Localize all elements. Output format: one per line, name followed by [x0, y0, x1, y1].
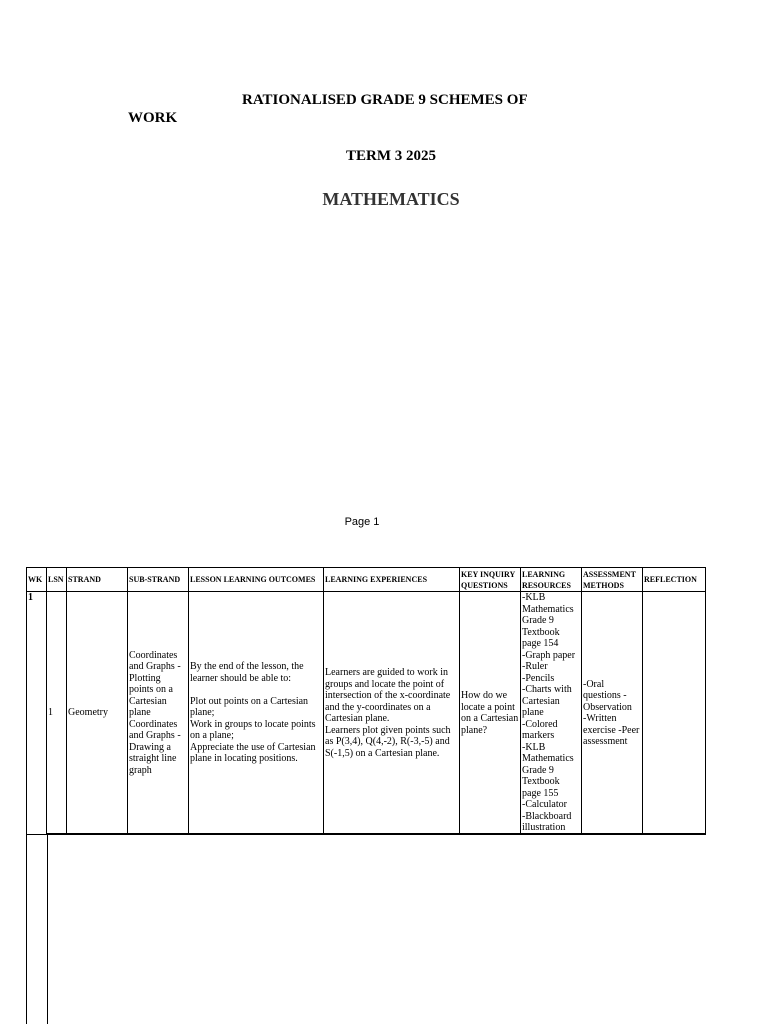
cell-strand: Geometry: [67, 592, 128, 835]
cell-reflection: [643, 592, 706, 835]
cell-lesson: 1: [47, 592, 67, 835]
page-number: Page 1: [344, 516, 380, 528]
header-learning-outcomes: LESSON LEARNING OUTCOMES: [189, 568, 324, 592]
document-title-continuation: WORK: [128, 110, 178, 126]
header-learning-resources: LEARNING RESOURCES: [521, 568, 582, 592]
header-learning-experiences: LEARNING EXPERIENCES: [324, 568, 460, 592]
week-column-left-border: [26, 833, 27, 1024]
header-lsn: LSN: [47, 568, 67, 592]
header-wk: WK: [27, 568, 47, 592]
cell-assessment-methods: -Oral questions -Observation -Written exercise -Peer assessment: [582, 592, 643, 835]
header-assessment-methods: ASSESSMENT METHODS: [582, 568, 643, 592]
table-row: [27, 592, 706, 835]
table-header-row: [27, 568, 706, 592]
header-reflection: REFLECTION: [643, 568, 706, 592]
cell-learning-experiences: Learners are guided to work in groups and locate the point of intersection of the x-coordinate and the y-coordinates on a Cartesian plane. Learners plot given points such as P(3,4), Q(4,-2), R(-3,-5) and S(-1,5) on a Cartesian plane.: [324, 592, 460, 835]
header-key-inquiry-questions: KEY INQUIRY QUESTIONS: [460, 568, 521, 592]
term-heading: TERM 3 2025: [346, 148, 436, 164]
week-column-right-border: [47, 833, 48, 1024]
cell-learning-resources: -KLB Mathematics Grade 9 Textbook page 154 -Graph paper -Ruler -Pencils -Charts with Cartesian plane -Colored markers -KLB Mathematics Grade 9 Textbook page 155 -Calculator -Blackboard illustration: [521, 592, 582, 835]
cell-sub-strand: Coordinates and Graphs - Plotting points on a Cartesian plane Coordinates and Graphs - Drawing a straight line graph: [128, 592, 189, 835]
cell-learning-outcomes: By the end of the lesson, the learner should be able to: Plot out points on a Cartesian plane; Work in groups to locate points on a plane; Appreciate the use of Cartesian plane in locating positions.: [189, 592, 324, 835]
subject-heading: MATHEMATICS: [322, 189, 460, 209]
cell-key-inquiry-question: How do we locate a point on a Cartesian plane?: [460, 592, 521, 835]
cell-week: 1: [27, 592, 47, 835]
document-title: RATIONALISED GRADE 9 SCHEMES OF: [242, 92, 528, 108]
next-row-top-border: [47, 833, 705, 834]
schemes-of-work-table: [26, 567, 706, 835]
header-strand: STRAND: [67, 568, 128, 592]
header-sub-strand: SUB-STRAND: [128, 568, 189, 592]
